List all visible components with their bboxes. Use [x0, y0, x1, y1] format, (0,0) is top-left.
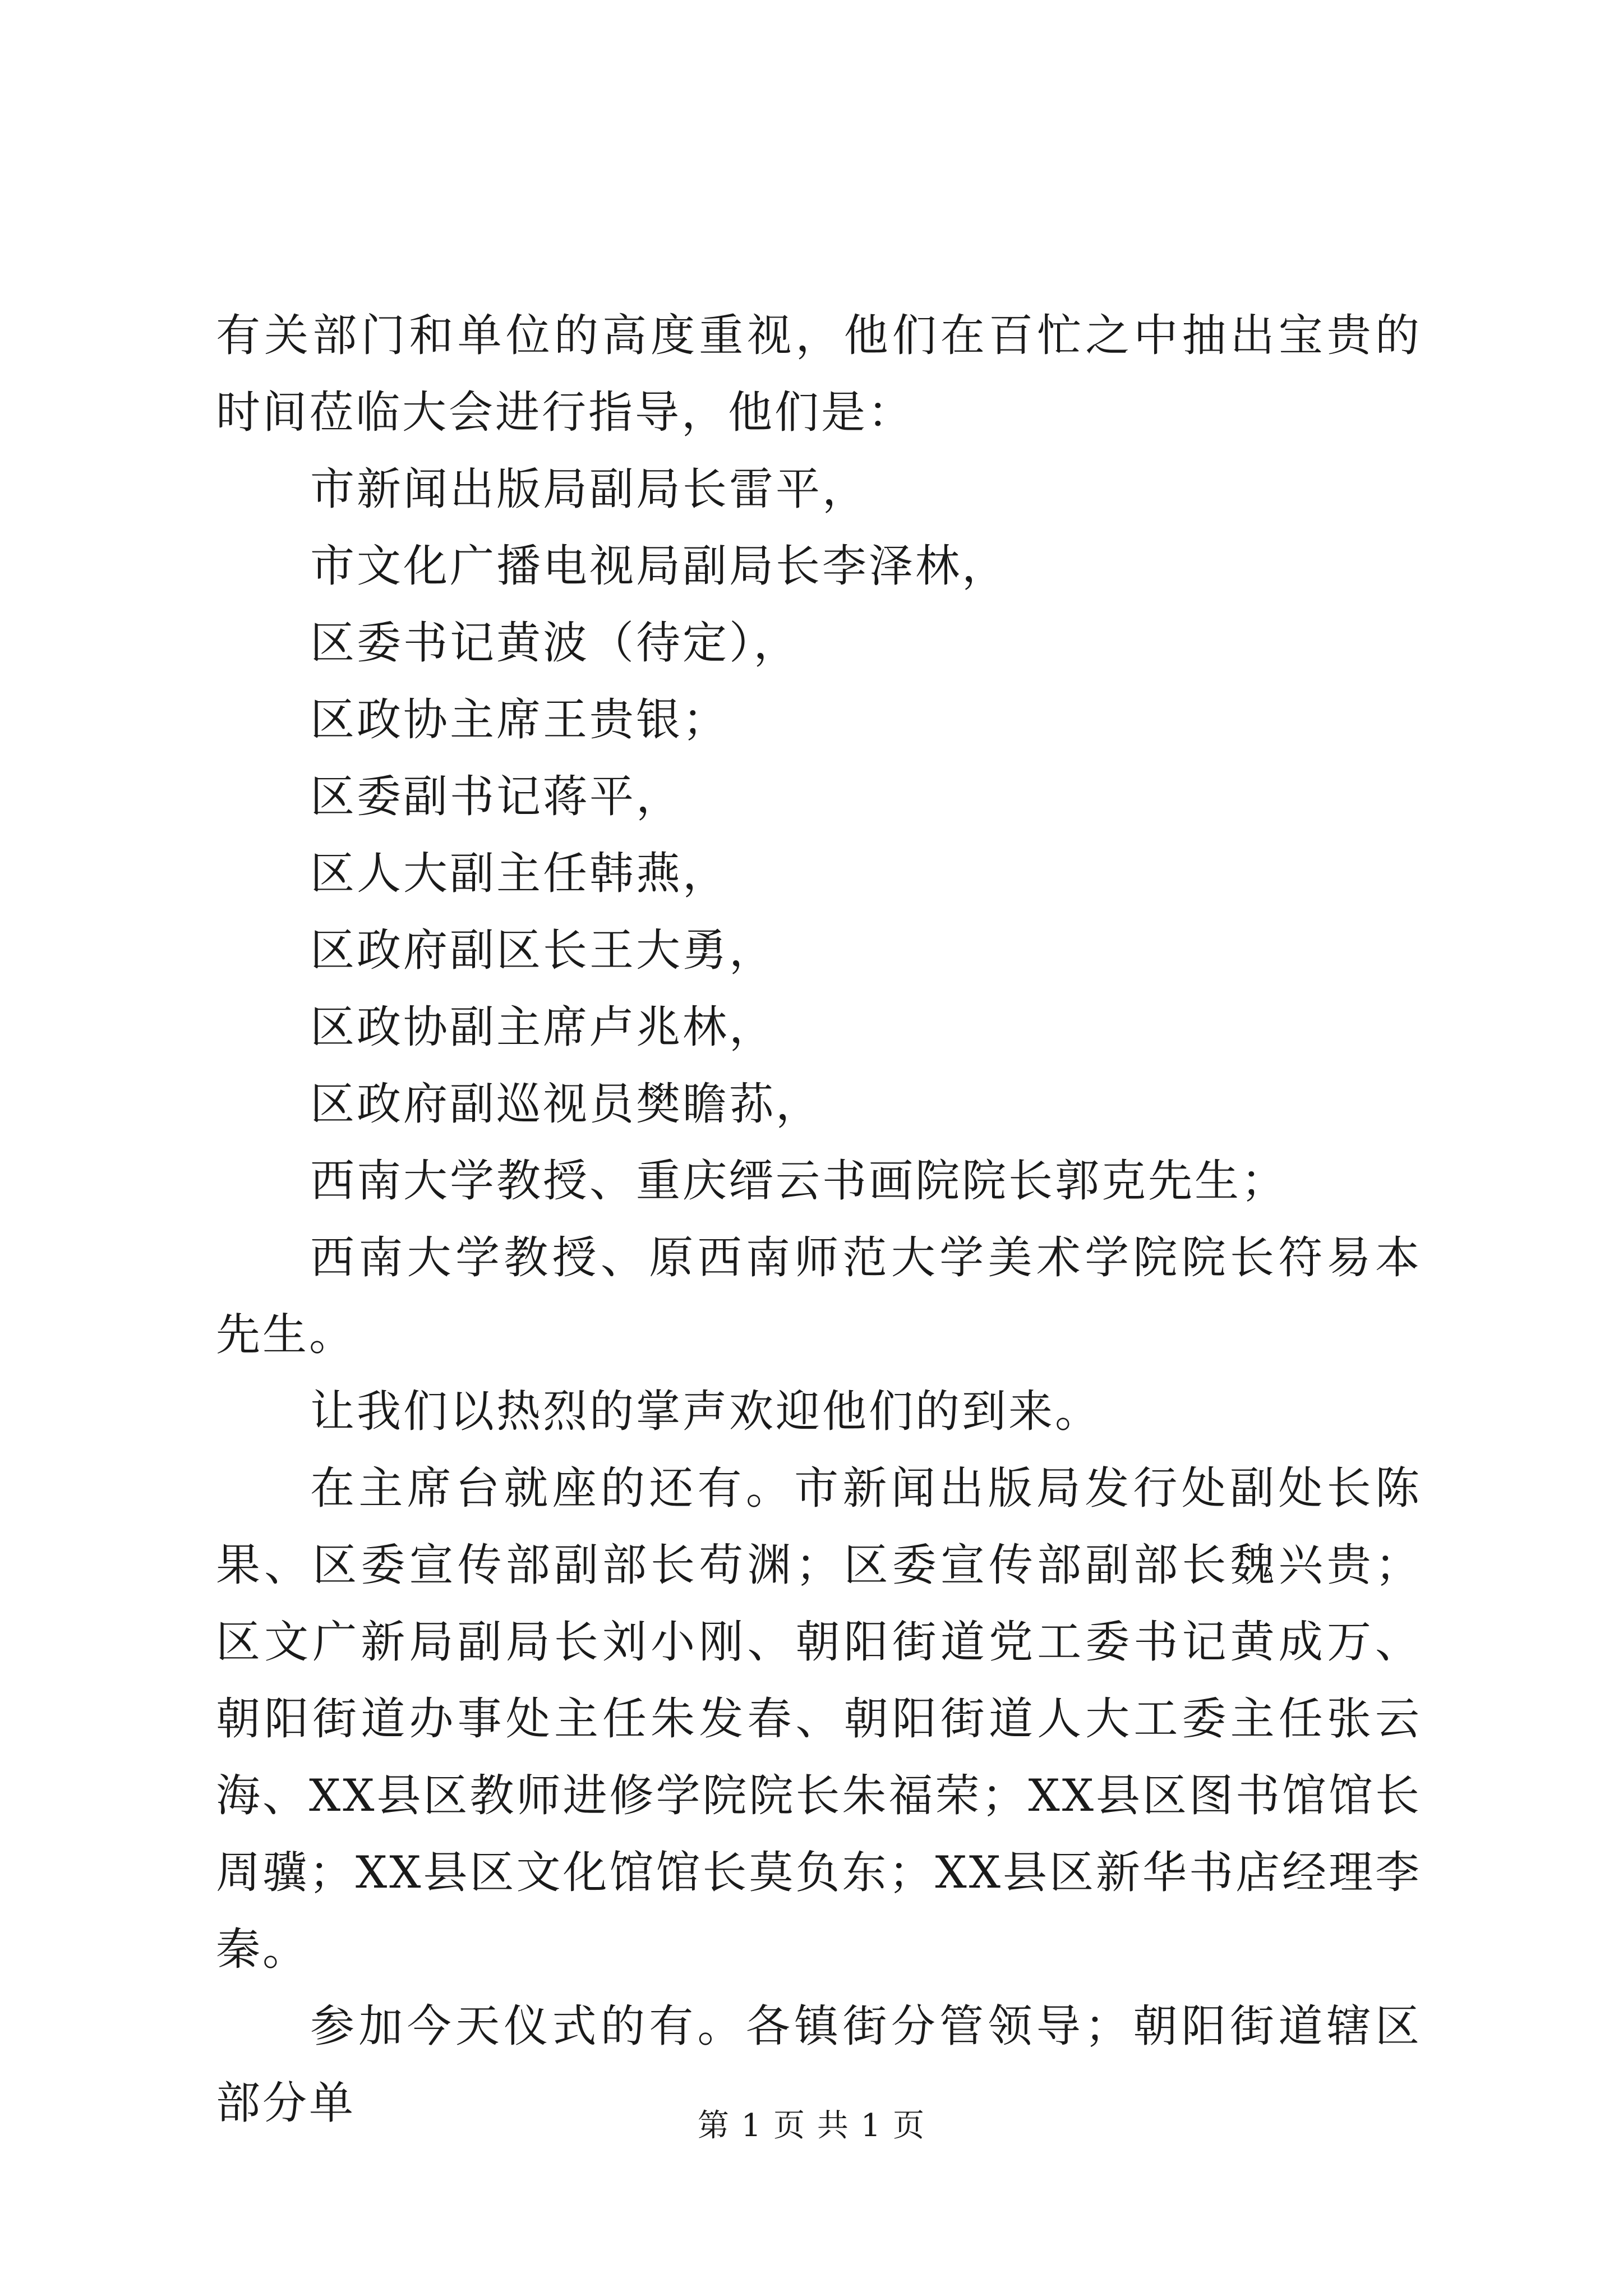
- page-footer: 第 1 页 共 1 页: [697, 2108, 926, 2144]
- document-body: [216, 297, 1422, 2142]
- paragraph-guest: 区委副书记蒋平，: [310, 771, 683, 822]
- paragraph-rostrum: 在主席台就座的还有。市新闻出版局发行处副处长陈果、区委宣传部副部长苟渊；区委宣传部副部长魏兴贵；区文广新局副局长刘小刚、朝阳街道党工委书记黄成万、朝阳街道办事处主任朱发春、朝阳街道人大工委主任张云海、XX县区教师进修学院院长朱福荣；XX县区图书馆馆长周骥；XX县区文化馆馆长莫负东；XX县区新华书店经理李秦。: [216, 1462, 1422, 1975]
- paragraph-guest: 西南大学教授、原西南师范大学美术学院院长符易本先生。: [216, 1232, 1422, 1360]
- paragraph-welcome: 让我们以热烈的掌声欢迎他们的到来。: [310, 1386, 1101, 1437]
- paragraph-guest: 区政府副巡视员樊瞻荪，: [310, 1078, 822, 1130]
- paragraph-guest: 区人大副主任韩燕，: [310, 848, 729, 899]
- paragraph-guest: 区政协副主席卢兆林，: [310, 1001, 776, 1053]
- paragraph-guest: 西南大学教授、重庆缙云书画院院长郭克先生；: [310, 1155, 1288, 1207]
- paragraph-guest: 市文化广播电视局副局长李泽林，: [310, 540, 1008, 592]
- paragraph-guest: 区委书记黄波（待定），: [310, 617, 800, 669]
- paragraph-attendees: 参加今天仪式的有。各镇街分管领导；朝阳街道辖区部分单: [216, 2000, 1422, 2129]
- paragraph-guest: 区政府副区长王大勇，: [310, 924, 776, 976]
- paragraph-intro: 有关部门和单位的高度重视，他们在百忙之中抽出宝贵的时间莅临大会进行指导，他们是：: [216, 310, 1422, 438]
- paragraph-guest: 市新闻出版局副局长雷平，: [310, 463, 869, 515]
- paragraph-guest: 区政协主席王贵银；: [310, 694, 729, 746]
